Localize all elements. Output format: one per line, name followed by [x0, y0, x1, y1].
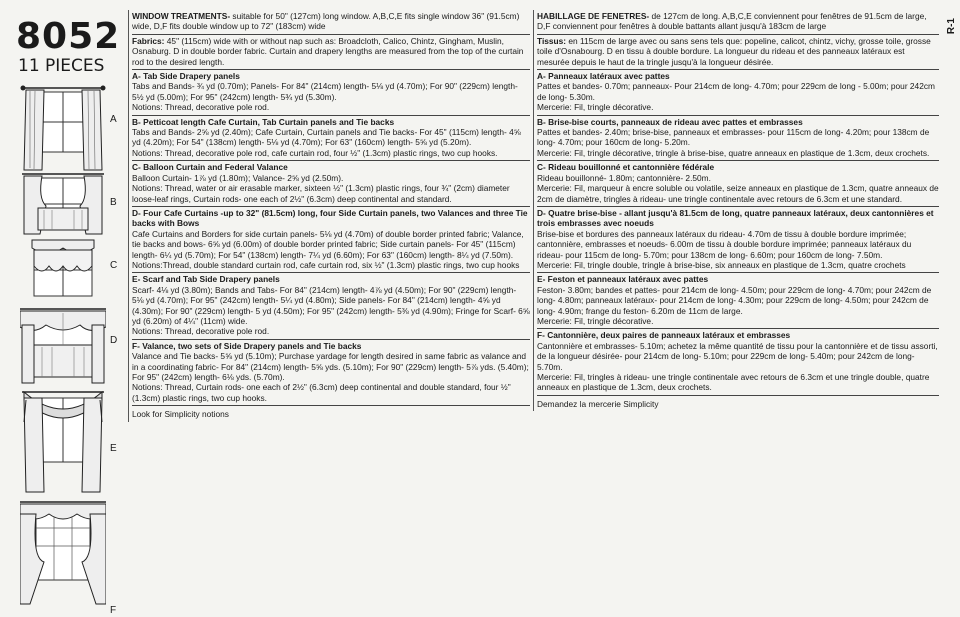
- intro-text: de 127cm de long. A,B,C,E conviennent pour fenêtres de 91.5cm de large, D,F conviennent pour fenêtres à double battants allant jusqu'à 183cm de large: [537, 11, 927, 32]
- intro-text: suitable for 50" (127cm) long window. A,B,C,E fits single window 36" (91.5cm) wide, D,F fits double window up to 72" (183cm) wide: [132, 11, 520, 32]
- view-illustrations-column: [6, 10, 124, 616]
- section-title: A- Tab Side Drapery panels: [132, 71, 240, 82]
- view-e-section: [537, 273, 939, 329]
- view-letter-f: F: [110, 605, 117, 616]
- footer-text: Demandez la mercerie Simplicity: [537, 398, 659, 409]
- view-b-section: [132, 116, 530, 162]
- notions-text: Notions: Thread, Curtain rods- one each of 2½" (6.3cm) deep continental and double standard, four ½" (1.3cm) plastic rings, two cup hooks.: [132, 382, 511, 403]
- view-letter-c: C: [110, 260, 118, 271]
- notions-text: Notions: Thread, decorative pole rod, cafe curtain rod, four ½" (1.3cm) plastic rings, two cup hooks.: [132, 147, 498, 158]
- notions-text: Mercerie: Fil, marqueur à encre soluble ou volatile, seize anneaux en plastique de 1.3cm, quatre anneaux de 2cm de diamètre, tringles à rideau- une tringle continentale avec retours de 6.3cm et une standard.: [537, 183, 939, 204]
- view-f-section: [537, 329, 939, 395]
- view-a-illustration: [20, 82, 106, 174]
- section-title: F- Valance, two sets of Side Drapery panels and Tie backs: [132, 340, 362, 351]
- yardage-text: Tabs and Bands- ¾ yd (0.70m); Panels- For 84" (214cm) length- 5⅛ yd (4.70m); For 90" (229cm) length- 5½ yd (5.00m); For 95" (242cm) length- 5¾ yd (5.30m).: [132, 81, 518, 102]
- section-title: A- Panneaux latéraux avec pattes: [537, 71, 670, 82]
- section-title: E- Feston et panneaux latéraux avec pattes: [537, 274, 709, 285]
- view-a-section: [537, 70, 939, 116]
- view-b-illustration: [20, 170, 106, 236]
- intro-title: HABILLAGE DE FENETRES-: [537, 11, 650, 21]
- notions-text: Mercerie: Fil, tringles à rideau- une tringle continentale avec retours de 6.3cm et une tringle double, quatre anneaux en plastique de 1.3cm, deux crochets.: [537, 372, 930, 393]
- yardage-text: Feston- 3.80m; bandes et pattes- pour 214cm de long- 4.50m; pour 229cm de long- 4.70m; pour 242cm de long- 4.80m; panneaux latéraux- pour 214cm de long- 4.30m; pour 229cm de long- 4.50m; pour 242cm de long- 4.90m; frange du feston- 6.20m de 11cm de large.: [537, 284, 932, 316]
- view-letter-b: B: [110, 197, 117, 208]
- yardage-text: Cantonnière et embrasses- 5.10m; achetez la même quantité de tissu pour la cantonnière et de tissu assorti, de la longueur désirée- pour 214cm de long- 5.10m; pour 229cm de long- 5.40m; pour 242cm de long- 5.70m.: [537, 340, 938, 372]
- notions-text: Mercerie: Fil, tringle décorative.: [537, 102, 654, 113]
- view-a-section: [132, 70, 530, 116]
- notions-text: Notions: Thread, water or air erasable marker, sixteen ½" (1.3cm) plastic rings, four ¾" (2cm) diameter loose-leaf rings, Curtain rods- one each of 2½" (6.3cm) deep continental and standard.: [132, 183, 510, 204]
- notions-text: Notions:Thread, double standard curtain rod, cafe curtain rod, six ½" (1.3cm) plastic rings, two cup hooks: [132, 259, 520, 270]
- view-f-illustration: [20, 498, 106, 606]
- section-title: C- Balloon Curtain and Federal Valance: [132, 162, 288, 173]
- notions-footer: [132, 406, 530, 421]
- fabrics-section: [132, 35, 530, 70]
- section-title: C- Rideau bouillonné et cantonnière fédérale: [537, 162, 715, 173]
- view-c-section: [132, 161, 530, 207]
- section-title: B- Brise-bise courts, panneaux de rideau avec pattes et embrasses: [537, 116, 803, 127]
- page-code: R-1: [946, 18, 957, 35]
- yardage-text: Valance and Tie backs- 5⅝ yd (5.10m); Purchase yardage for length desired in same fabric as valance and in a coordinating fabric- For 84" (214cm) length- 5⅝ yds. (5.10m); For 90" (229cm) length- 5⅞ yds. (5.40m); For 95" (242cm) length- 6⅛ yds. (5.70m).: [132, 351, 529, 382]
- yardage-text: Brise-bise et bordures des panneaux latéraux du rideau- 4.70m de tissu à double bordure imprimée; cantonnière, embrasses et noeuds- 6.00m de tissu à double bordure imprimée; panneaux latéraux du rideau- pour 115cm de long- 5.70m; pour 138cm de long- 6.60m; pour 160cm de long- 7.50m.: [537, 228, 912, 260]
- notions-text: Mercerie: Fil, tringle décorative, tringle à brise-bise, quatre anneaux en plastique de 1.3cm, deux crochets.: [537, 147, 930, 158]
- view-letter-e: E: [110, 443, 117, 454]
- yardage-text: Pattes et bandes- 0.70m; panneaux- Pour 214cm de long- 4.70m; pour 229cm de long - 5.00m; pour 242cm de long- 5.30m.: [537, 81, 935, 102]
- yardage-text: Scarf- 4⅛ yd (3.80m); Bands and Tabs- For 84" (214cm) length- 4⅞ yd (4.50m); For 90" (229cm) length- 5⅛ yd (4.70m); For 95" (242cm) length- 5¼ yd (4.80m); Side panels- For 84" (214cm) length- 4⅝ yd (4.30m); For 90" (229cm) length- 5 yd (4.50m); For 95" (242cm) length- 5⅜ yd (4.90m); Fringe for Scarf- 6⅝ yd (6.20m) of 4¼" (11cm) wide.: [132, 284, 530, 326]
- intro-title: WINDOW TREATMENTS-: [132, 11, 231, 21]
- view-d-illustration: [20, 305, 106, 385]
- view-c-section: [537, 161, 939, 207]
- view-letter-d: D: [110, 335, 118, 346]
- section-title: E- Scarf and Tab Side Drapery panels: [132, 274, 280, 285]
- footer-text: Look for Simplicity notions: [132, 409, 229, 420]
- notions-text: Mercerie: Fil, tringle double, tringle à brise-bise, six anneaux en plastique de 1.3cm, quatre crochets: [537, 259, 906, 270]
- fabrics-section: [537, 35, 939, 70]
- pieces-count: 11 PIECES: [18, 56, 105, 76]
- view-e-illustration: [20, 386, 106, 496]
- section-title: F- Cantonnière, deux paires de panneaux latéraux et embrasses: [537, 330, 791, 341]
- view-d-section: [132, 207, 530, 273]
- yardage-text: Balloon Curtain- 1⅞ yd (1.80m); Valance- 2⅝ yd (2.50m).: [132, 172, 344, 183]
- yardage-text: Tabs and Bands- 2⅝ yd (2.40m); Cafe Curtain, Curtain panels and Tie backs- For 45" (115cm) length- 4⅝ yd (4.20m); For 54" (138cm) length- 5⅛ yd (4.70m); For 63" (160cm) length- 5⅝ yd (5.20m).: [132, 127, 521, 148]
- section-title: B- Petticoat length Cafe Curtain, Tab Curtain panels and Tie backs: [132, 116, 395, 127]
- view-f-section: [132, 340, 530, 406]
- view-d-section: [537, 207, 939, 273]
- view-letter-a: A: [110, 114, 117, 125]
- notions-text: Mercerie: Fil, tringle décorative.: [537, 315, 654, 326]
- fabrics-text: 45" (115cm) wide with or without nap such as: Broadcloth, Calico, Chintz, Gingham, Muslin, Osnaburg. D in double border fabric. Curtain and drapery lengths are measured from the top of the curtain rod to the desired length.: [132, 35, 524, 67]
- section-title: D- Quatre brise-bise - allant jusqu'à 81.5cm de long, quatre panneaux latéraux, deux cantonnières et trois embrasses avec noeuds: [537, 207, 934, 229]
- yardage-text: Cafe Curtains and Borders for side curtain panels- 5⅛ yd (4.70m) of double border printed fabric; Valance, tie backs and bows- 6⅝ yd (6.00m) of double border printed fabric; Side curtain panels- For 45" (115cm) length- 6¼ yd (5.70m); For 54" (138cm) length- 7¼ yd (6.60m); For 63" (160cm) length- 8¼ yd (7.50m).: [132, 228, 524, 260]
- fabrics-text: en 115cm de large avec ou sans sens tels que: popeline, calicot, chintz, vichy, grosse toile, grosse toile d'Osnabourg. D en tissu à double bordure. La longueur du rideau et des panneaux latéraux est mesurée depuis le haut de la tringle jusqu'à la longueur désirée.: [537, 35, 931, 67]
- view-c-illustration: [20, 236, 106, 298]
- notions-footer: [537, 396, 939, 411]
- intro-section: [537, 10, 939, 35]
- section-title: D- Four Cafe Curtains -up to 32" (81.5cm) long, four Side Curtain panels, two Valances and three Tie backs with Bows: [132, 207, 528, 229]
- yardage-text: Rideau bouillonné- 1.80m; cantonnière- 2.50m.: [537, 172, 711, 183]
- notions-text: Notions: Thread, decorative pole rod.: [132, 102, 270, 113]
- intro-section: [132, 10, 530, 35]
- english-column: [128, 10, 530, 422]
- notions-text: Notions: Thread, decorative pole rod.: [132, 326, 270, 337]
- fabrics-label: Fabrics:: [132, 35, 165, 46]
- yardage-text: Pattes et bandes- 2.40m; brise-bise, panneaux et embrasses- pour 115cm de long- 4.20m; pour 138cm de long- 4.70m; pour 160cm de long- 5.20m.: [537, 127, 930, 148]
- view-b-section: [537, 116, 939, 162]
- pattern-number: 8052: [16, 16, 121, 57]
- fabrics-label: Tissus:: [537, 35, 567, 46]
- view-e-section: [132, 273, 530, 339]
- french-column: [533, 10, 939, 411]
